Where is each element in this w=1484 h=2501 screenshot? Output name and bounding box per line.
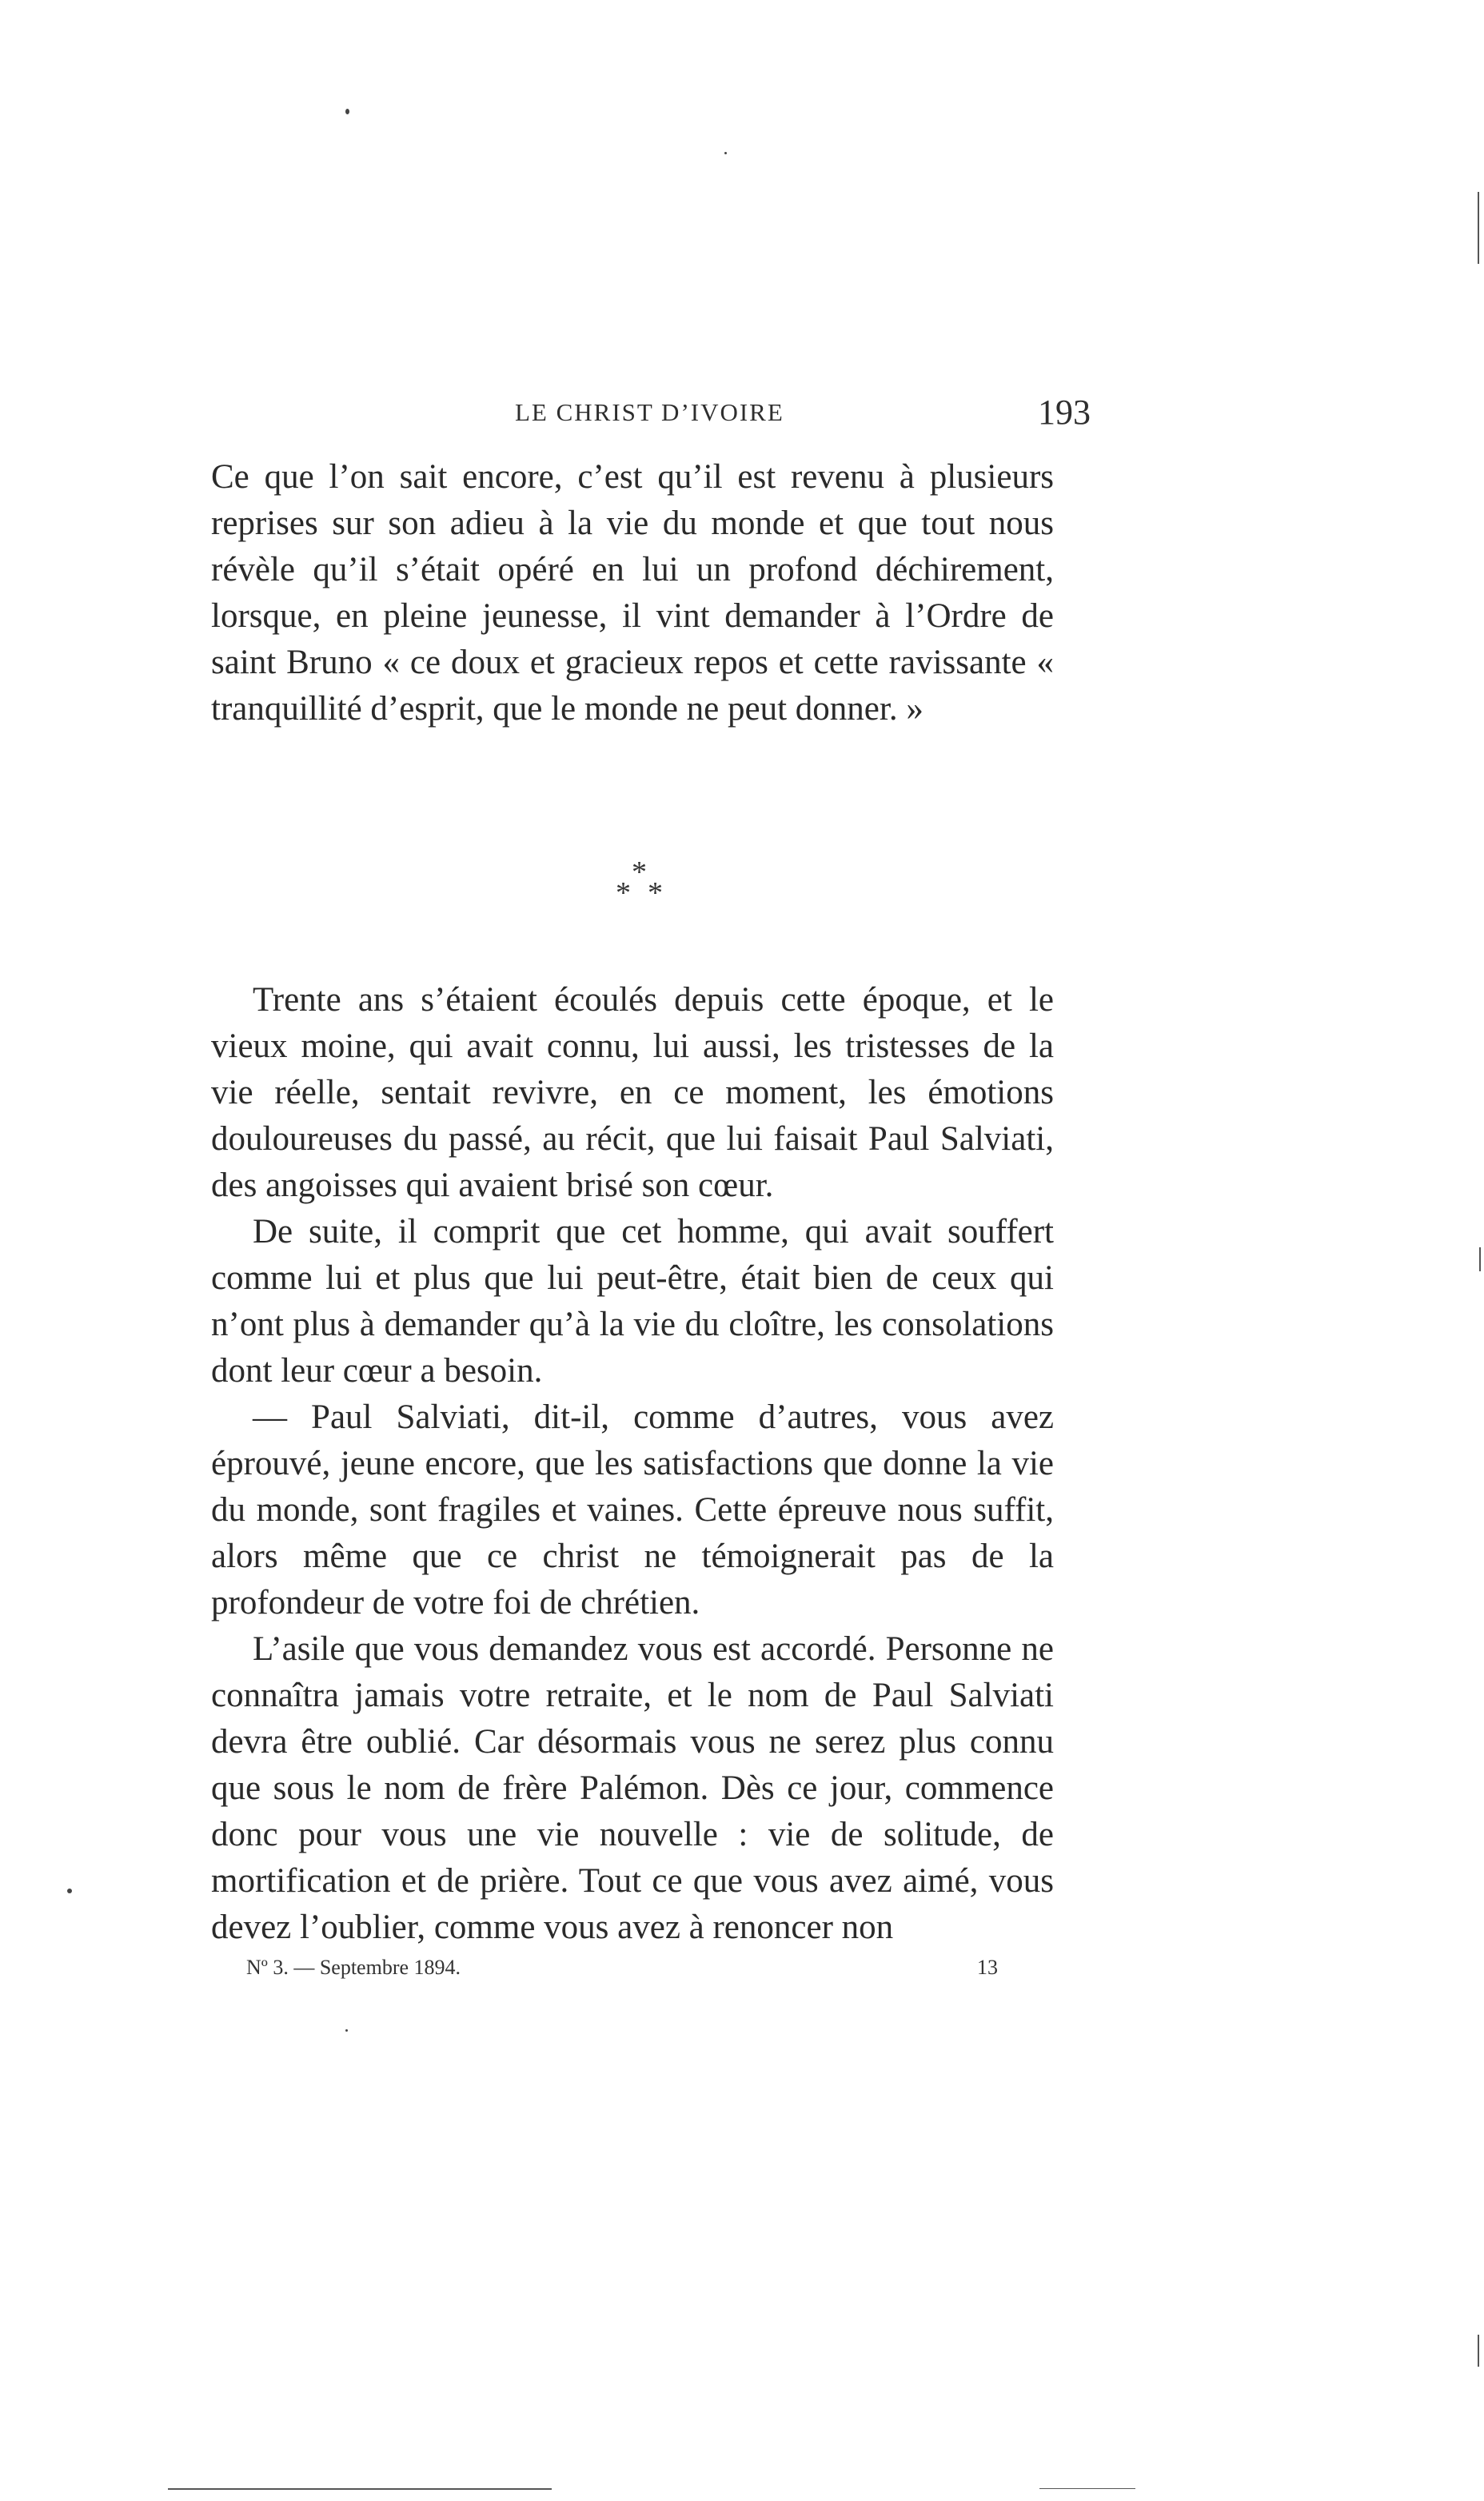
- scan-speck: [345, 2029, 348, 2032]
- scan-edge-mark: [1478, 2335, 1479, 2367]
- footer-signature-line: [246, 1956, 998, 1988]
- asterisk-top: *: [632, 856, 647, 889]
- scan-edge-mark: [1478, 192, 1479, 264]
- asterisk-bottom-right: *: [648, 876, 663, 910]
- text-block-bottom: [211, 977, 1054, 1951]
- scan-speck: [67, 1889, 72, 1893]
- paragraph: De suite, il comprit que cet homme, qui avait souffert comme lui et plus que lui peut-être, était bien de ceux qui n’ont plus à demander qu’à la vie du cloître, les consolations dont leur cœur a besoin.: [211, 1213, 1054, 1390]
- section-separator-asterism: [608, 848, 688, 910]
- page-number: 193: [1038, 393, 1091, 432]
- asterisk-bottom-left: *: [616, 876, 631, 910]
- issue-line: Nº 3. — Septembre 1894.: [246, 1956, 461, 1979]
- running-title: LE CHRIST D’IVOIRE: [515, 398, 784, 426]
- scan-edge-mark: [1479, 1247, 1481, 1271]
- scan-edge-mark: [168, 2488, 552, 2490]
- paragraph: Trente ans s’étaient écoulés depuis cette époque, et le vieux moine, qui avait connu, lui aussi, les tristesses de la vie réelle, sentait revivre, en ce moment, les émotions douloureuses du passé, au récit, que lui faisait Paul Salviati, des angoisses qui avaient brisé son cœur.: [211, 981, 1054, 1204]
- scan-speck: [345, 109, 349, 114]
- running-head: [211, 390, 1091, 438]
- text-block-top: [211, 454, 1054, 732]
- paragraph: L’asile que vous demandez vous est accordé. Personne ne connaîtra jamais votre retraite, et le nom de Paul Salviati devra être oublié. Car désormais vous ne serez plus connu que sous le nom de frère Palémon. Dès ce jour, commence donc pour vous une vie nouvelle : vie de solitude, de mortification et de prière. Tout ce que vous avez aimé, vous devez l’oublier, comme vous avez à renoncer non: [211, 1630, 1054, 1946]
- paragraph: — Paul Salviati, dit-il, comme d’autres, vous avez éprouvé, jeune encore, que les satisfactions que donne la vie du monde, sont fragiles et vaines. Cette épreuve nous suffit, alors même que ce christ ne témoignerait pas de la profondeur de votre foi de chrétien.: [211, 1398, 1054, 1621]
- signature-mark: 13: [977, 1956, 998, 1979]
- paragraph: Ce que l’on sait encore, c’est qu’il est revenu à plusieurs reprises sur son adieu à la vie du monde et que tout nous révèle qu’il s’était opéré en lui un profond déchirement, lorsque, en pleine jeunesse, il vint demander à l’Ordre de saint Bruno « ce doux et gracieux repos et cette ravissante « tranquillité d’esprit, que le monde ne peut donner. »: [211, 458, 1054, 728]
- scan-speck: [724, 152, 727, 154]
- scan-edge-mark: [1039, 2488, 1135, 2489]
